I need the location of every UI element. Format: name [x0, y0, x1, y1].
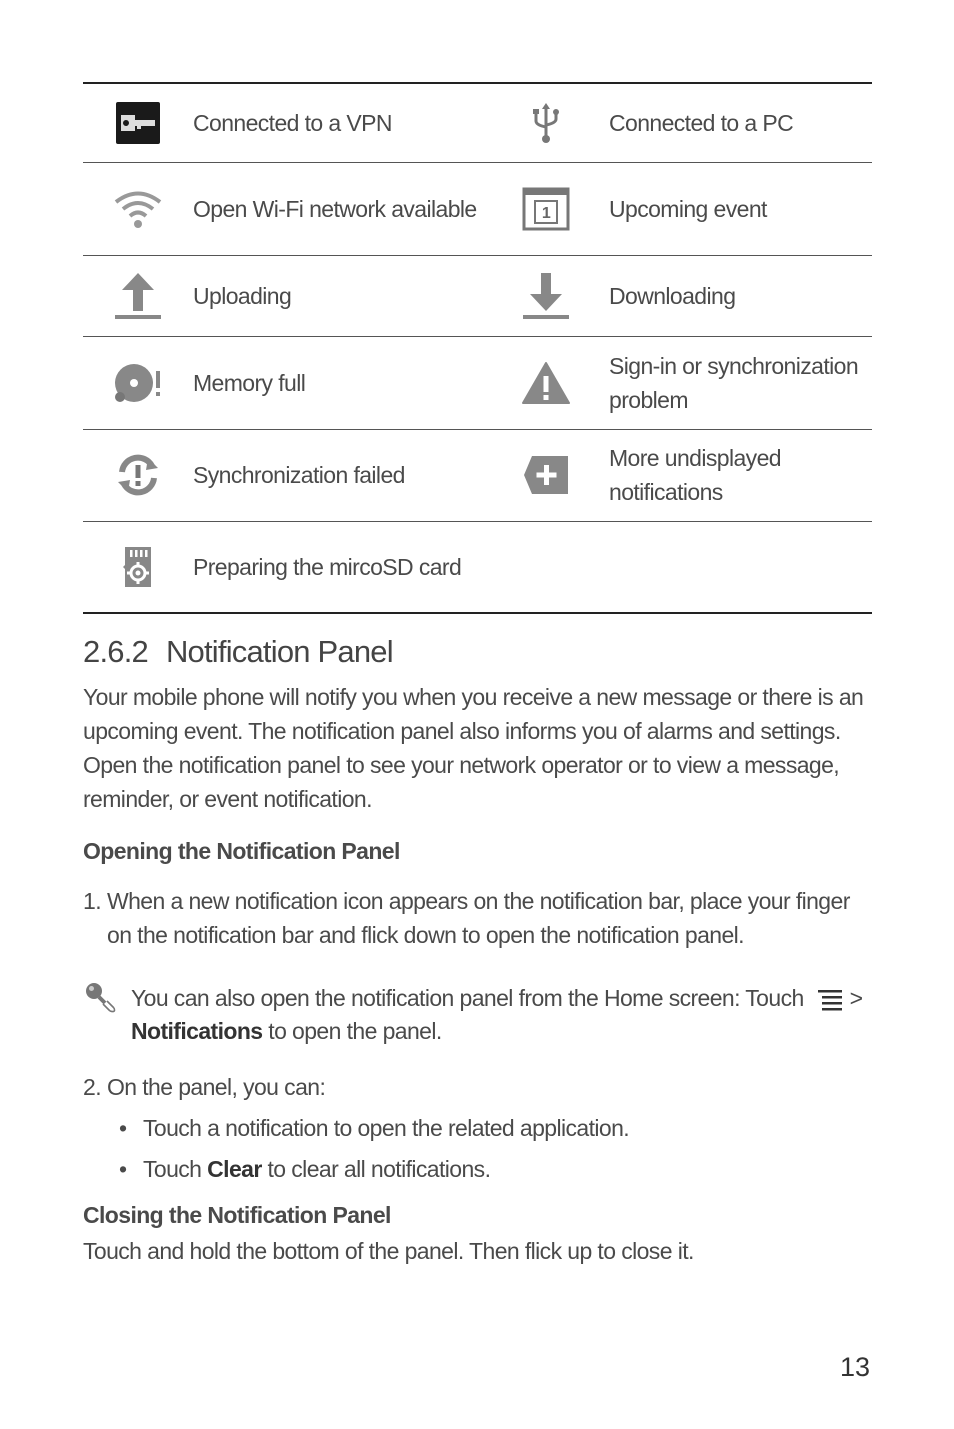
tip-note: [83, 982, 872, 1048]
opening-heading: Opening the Notification Panel: [83, 838, 400, 864]
table-cell-label: Sign-in or synchronization problem: [609, 352, 859, 413]
upload-icon: [113, 271, 163, 321]
closing-heading: Closing the Notification Panel: [83, 1202, 391, 1228]
clear-bold: Clear: [207, 1156, 262, 1182]
warning-icon: [521, 361, 571, 405]
section-intro: Your mobile phone will notify you when you receive a new message or there is an upcoming event. The notification panel also informs you of alarms and settings. Open the notification panel to see your network operator or to view a message, reminder, or event notification.: [83, 684, 864, 812]
section-number: 2.6.2: [83, 634, 148, 669]
step-text: On the panel, you can:: [107, 1074, 326, 1100]
bullet-marker: •: [119, 1115, 127, 1141]
tip-lightbulb-icon: [83, 980, 117, 1014]
table-row: [83, 429, 872, 521]
table-cell-label: Uploading: [193, 282, 292, 309]
table-cell-label: Connected to a PC: [609, 109, 794, 136]
status-icon-table: [83, 82, 872, 614]
wifi-open-icon: [113, 189, 163, 229]
table-row: [83, 83, 872, 162]
list-item: • Touch a notification to open the related application.: [83, 1111, 872, 1145]
usb-icon: [531, 101, 561, 145]
step-2: [83, 1070, 872, 1104]
step-number: 2.: [83, 1074, 101, 1100]
section-title: Notification Panel: [165, 634, 393, 669]
tip-text: You can also open the notification panel from the Home screen: Touch: [131, 985, 804, 1011]
table-cell-label: More undisplayed notifications: [609, 445, 781, 505]
table-cell-label: Preparing the mircoSD card: [193, 553, 462, 580]
more-notifications-icon: [522, 454, 570, 496]
step-number: 1.: [83, 888, 101, 914]
table-cell-label: Memory full: [193, 369, 306, 396]
table-cell-label: Connected to a VPN: [193, 109, 392, 136]
download-icon: [521, 271, 571, 321]
step-text: When a new notification icon appears on the notification bar, place your finger on the notification bar and flick down to open the notification panel.: [107, 888, 850, 948]
table-row: [83, 255, 872, 336]
bullet-marker: •: [119, 1156, 127, 1182]
svg-text:1: 1: [541, 204, 551, 222]
table-row: [83, 336, 872, 429]
table-cell-label: Downloading: [609, 282, 736, 309]
closing-text: Touch and hold the bottom of the panel. Then flick up to close it.: [83, 1238, 694, 1264]
table-row: [83, 162, 872, 255]
bullet-list: [83, 1111, 872, 1186]
table-cell-label: Synchronization failed: [193, 462, 405, 488]
table-cell-label: Open Wi-Fi network available: [193, 195, 477, 222]
tip-bold-notifications: Notifications: [131, 1018, 263, 1044]
sd-card-prepare-icon: [121, 545, 155, 589]
tip-separator: >: [849, 985, 863, 1011]
sync-failed-icon: [114, 452, 162, 498]
vpn-key-icon: [115, 101, 161, 145]
section-heading: [83, 632, 872, 672]
tip-text-end: to open the panel.: [262, 1018, 442, 1044]
table-cell-label: Upcoming event: [609, 195, 767, 222]
list-item: • Touch Clear to clear all notifications.: [83, 1152, 872, 1186]
table-row: [83, 521, 872, 613]
menu-icon: [816, 988, 844, 1012]
page-content: [83, 82, 872, 1268]
step-1: [83, 884, 872, 952]
page-number: 13: [839, 1352, 870, 1382]
calendar-icon: [522, 187, 570, 231]
memory-full-icon: [112, 361, 164, 405]
